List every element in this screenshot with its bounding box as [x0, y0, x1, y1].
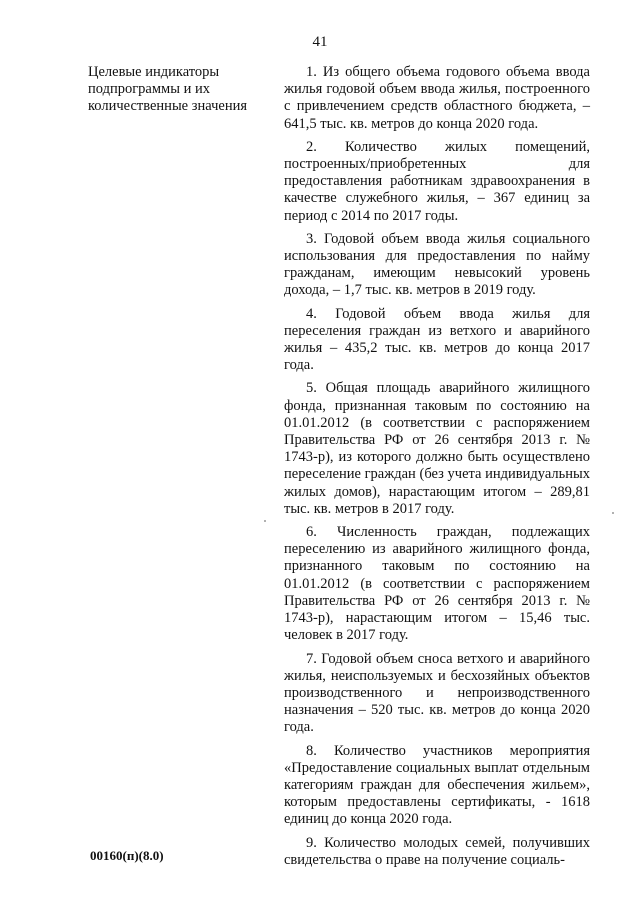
- indicator-item-3: 3. Годовой объем ввода жилья социального использования для предоставления по найму гражданам, имеющим невысокий уровень дохода, – 1,7 тыс. кв. метров в 2019 году.: [284, 230, 590, 299]
- indicator-item-9: 9. Количество молодых семей, получивших свидетельства о праве на получение социаль-: [284, 834, 590, 868]
- indicator-item-1: 1. Из общего объема годового объема ввода жилья годовой объем ввода жилья, построенного с привлечением средств областного бюджета, – 641,5 тыс. кв. метров до конца 2020 года.: [284, 64, 590, 132]
- scan-mark: [612, 512, 614, 514]
- indicator-list: [284, 64, 590, 875]
- indicator-item-8: 8. Количество участников мероприятия «Предоставление социальных выплат отдельным категориям граждан для обеспечения жильем», которым предоставлены сертификаты, - 1618 единиц до конца 2020 года.: [284, 742, 590, 828]
- indicator-item-4: 4. Годовой объем ввода жилья для переселения граждан из ветхого и аварийного жилья – 435,2 тыс. кв. метров до конца 2017 года.: [284, 305, 590, 374]
- indicator-item-7: 7. Годовой объем сноса ветхого и аварийного жилья, неиспользуемых и бесхозяйных объектов производственного и непроизводственного назначения – 520 тыс. кв. метров до конца 2020 года.: [284, 650, 590, 736]
- indicator-item-2: 2. Количество жилых помещений, построенных/приобретенных для предоставления работникам здравоохранения в качестве служебного жилья, – 367 единиц за период с 2014 по 2017 годы.: [284, 138, 590, 224]
- page-number: 41: [312, 34, 328, 50]
- indicators-label: Целевые индикаторы подпрограммы и их количественные значения: [88, 64, 248, 114]
- document-code: 00160(п)(8.0): [90, 848, 164, 863]
- scan-mark: [264, 520, 266, 522]
- indicator-item-5: 5. Общая площадь аварийного жилищного фонда, признанная таковым по состоянию на 01.01.2012 (в соответствии с распоряжением Правительства РФ от 26 сентября 2013 г. № 1743-р), из которого должно быть осуществлено переселение граждан (без учета индивидуальных жилых домов), нарастающим итогом – 289,81 тыс. кв. метров в 2017 году.: [284, 380, 590, 517]
- indicator-item-6: 6. Численность граждан, подлежащих переселению из аварийного жилищного фонда, признанного таковым по состоянию на 01.01.2012 (в соответствии с распоряжением Правительства РФ от 26 сентября 2013 г. № 1743-р), нарастающим итогом – 15,46 тыс. человек в 2017 году.: [284, 524, 590, 644]
